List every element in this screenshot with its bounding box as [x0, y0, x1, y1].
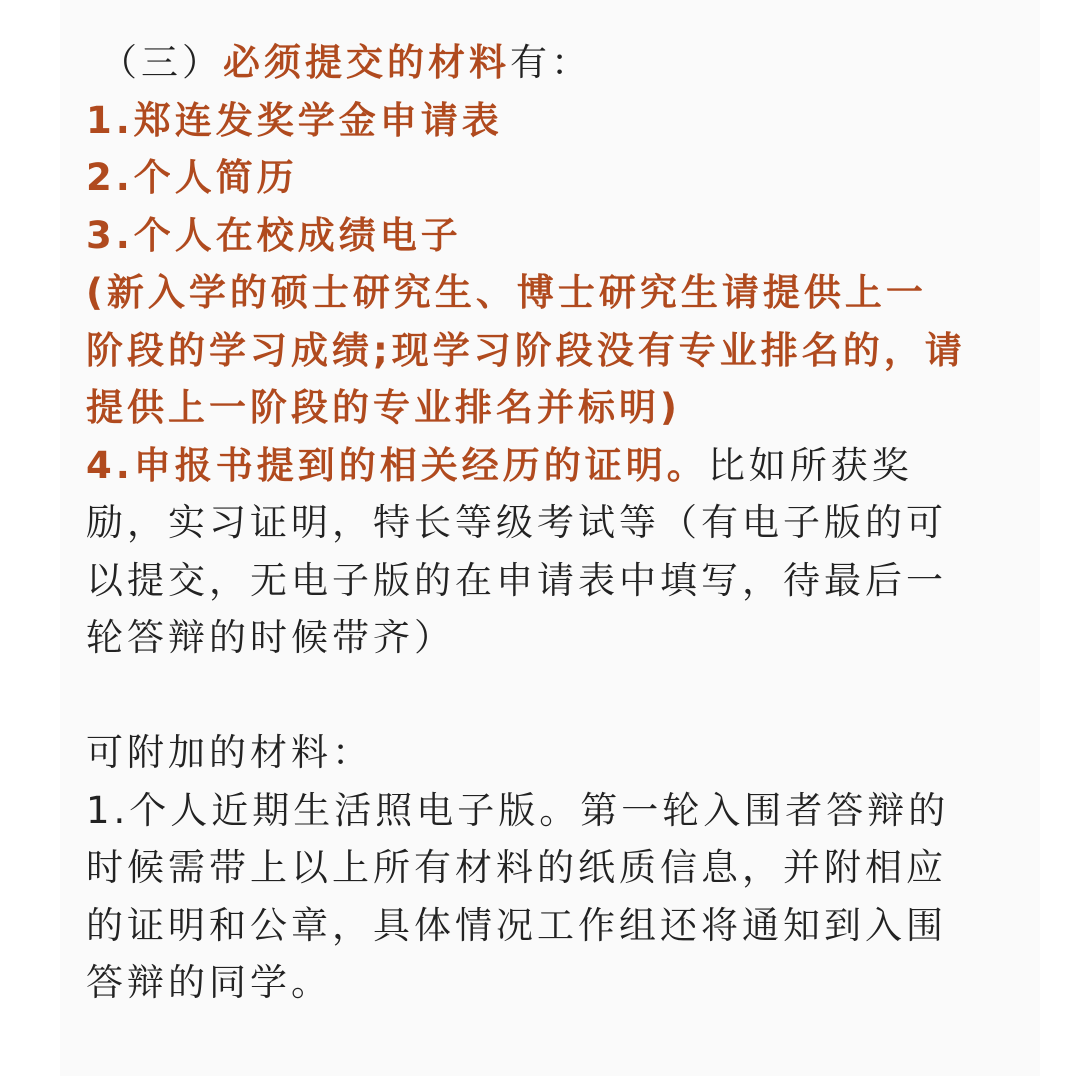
heading-highlight: 必须提交的材料 — [223, 41, 510, 84]
optional-materials-heading: 可附加的材料： — [86, 731, 373, 774]
required-materials-heading — [86, 34, 1016, 92]
required-item-3: 3.个人在校成绩电子 — [86, 213, 462, 257]
required-item-3-note-line-1: (新入学的硕士研究生、博士研究生请提供上一 — [86, 271, 927, 314]
optional-line-2: 时候需带上以上所有材料的纸质信息，并附相应 — [86, 846, 947, 889]
required-item-4-line-2: 励，实习证明，特长等级考试等（有电子版的可 — [86, 501, 947, 544]
optional-line-3: 的证明和公章，具体情况工作组还将通知到入围 — [86, 903, 947, 947]
required-item-4-line-4: 轮答辩的时候带齐） — [86, 616, 455, 659]
section-spacer — [86, 667, 1016, 725]
required-item-4 — [86, 437, 1016, 495]
required-item-3-note-line-3: 提供上一阶段的专业排名并标明) — [86, 386, 681, 429]
required-item-4-rest: 比如所获奖 — [707, 443, 913, 487]
heading-prefix: （三） — [100, 41, 223, 84]
optional-line-1: 1.个人近期生活照电子版。第一轮入围者答辩的 — [86, 788, 950, 832]
heading-suffix: 有： — [510, 41, 592, 84]
required-item-4-highlight: 4.申报书提到的相关经历的证明。 — [86, 443, 708, 487]
required-item-1: 1.郑连发奖学金申请表 — [86, 98, 503, 142]
required-item-4-line-3: 以提交，无电子版的在申请表中填写，待最后一 — [86, 558, 947, 602]
optional-line-4: 答辩的同学。 — [86, 961, 332, 1004]
document-body — [86, 34, 1016, 1012]
required-item-3-note-line-2: 阶段的学习成绩;现学习阶段没有专业排名的，请 — [86, 328, 966, 372]
required-item-2: 2.个人简历 — [86, 156, 298, 199]
